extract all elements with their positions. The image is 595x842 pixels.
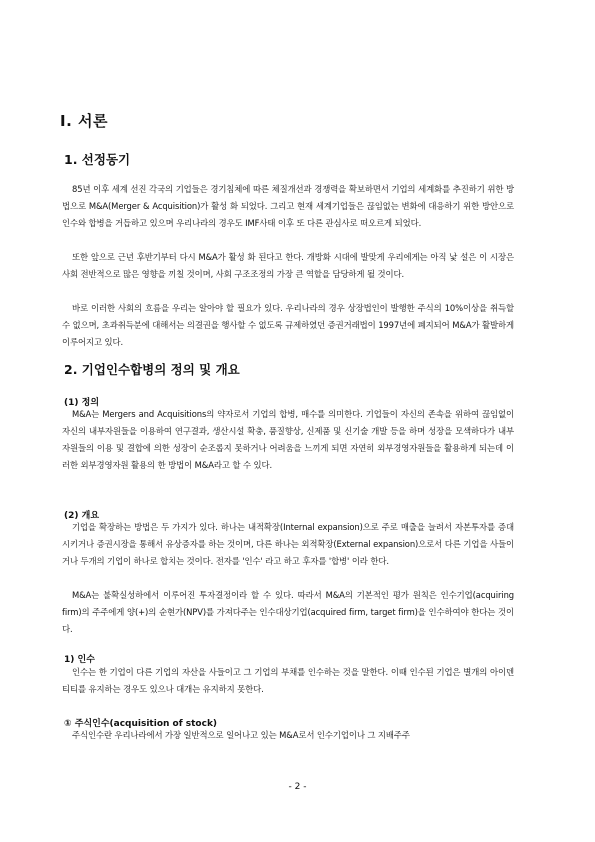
section1-paragraph-2: 또한 앞으로 근년 후반기부터 다시 M&A가 활성 화 된다고 한다. 개방화 시대에 발맞게 우리에게는 아직 낯 설은 이 시장은 사회 전반적으로 많은 영향을 끼칠 것이며, 사회 구조조정의 가장 큰 역할을 담당하게 될 것이다. (62, 252, 514, 279)
definition-heading: (1) 정의 (64, 398, 100, 408)
section1-paragraph-3: 바로 이러한 사회의 흐름을 우리는 알아야 할 필요가 있다. 우리나라의 경우 상장법인이 발행한 주식의 10%이상을 취득할 수 없으며, 초과취득분에 대해서는 의결권을 행사할 수 없도록 규제하였던 증권거래법이 1997년에 폐지되어 M&A가 활발하게 이루어지고 있다. (62, 303, 514, 347)
page-number: - 2 - (288, 782, 307, 792)
overview-paragraph-2: M&A는 불확실성하에서 이루어진 투자결정이라 할 수 있다. 따라서 M&A의 기본적인 평가 원칙은 인수기업(acquiring firm)의 주주에게 양(+)의 순현가(NPV)를 가져다주는 인수대상기업(acquired firm, target firm)을 인수하여야 한다는 것이다. (62, 590, 514, 634)
acquisition-paragraph: 인수는 한 기업이 다른 기업의 자산을 사들이고 그 기업의 부채를 인수하는 것을 말한다. 이때 인수된 기업은 별개의 아이덴티티를 유지하는 경우도 있으나 대개는 유지하지 못한다. (62, 667, 514, 694)
definition-paragraph: M&A는 Mergers and Acquisitions의 약자로서 기업의 합병, 매수를 의미한다. 기업들이 자신의 존속을 위하여 끊임없이 자신의 내부자원들을 이용하여 연구결과, 생산시설 확충, 품질향상, 신제품 및 신기술 개발 등을 하며 성장을 모색하다가 내부자원들의 이용 및 결합에 의한 성장이 순조롭지 못하거나 어려움을 느끼게 되면 자연히 외부경영자원들을 활용하게 되는데 이러한 외부경영자원 활용의 한 방법이 M&A라고 할 수 있다. (62, 409, 514, 470)
section2-title: 2. 기업인수합병의 정의 및 개요 (64, 362, 240, 377)
section1-title: 1. 선정동기 (64, 152, 131, 167)
chapter-title: Ⅰ. 서론 (60, 112, 108, 130)
stock-acquisition-paragraph: 주식인수란 우리나라에서 가장 일반적으로 일어나고 있는 M&A로서 인수기업이나 그 지배주주 (72, 730, 410, 740)
overview-heading: (2) 개요 (64, 511, 100, 521)
acquisition-heading: 1) 인수 (64, 655, 95, 665)
stock-acquisition-heading: ① 주식인수(acquisition of stock) (64, 719, 218, 729)
overview-paragraph-1: 기업을 확장하는 방법은 두 가지가 있다. 하나는 내적확장(Internal expansion)으로 주로 매출을 늘려서 자본투자를 증대시키거나 증권시장을 통해서 유상증자를 하는 것이며, 다른 하나는 외적확장(External expansion)으로서 다른 기업을 사들이거나 두개의 기업이 하나로 합치는 것이다. 전자를 '인수' 라고 하고 후자를 '합병' 이라 한다. (62, 522, 514, 566)
section1-paragraph-1: 85년 이후 세계 선진 각국의 기업들은 경기침체에 따른 체질개선과 경쟁력을 확보하면서 기업의 세계화를 추진하기 위한 방법으로 M&A(Merger & Acquisition)가 활성 화 되었다. 그리고 현재 세계기업들은 끊임없는 변화에 대응하기 위한 방안으로 인수와 합병을 거듭하고 있으며 우리나라의 경우도 IMF사태 이후 또 다른 관심사로 떠오르게 되었다. (62, 184, 514, 228)
